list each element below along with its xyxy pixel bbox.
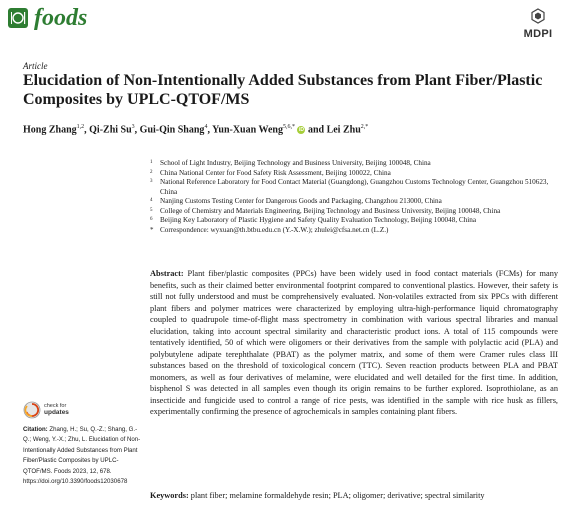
article-type: Article — [23, 61, 48, 71]
author-name[interactable]: Lei Zhu — [326, 124, 361, 136]
citation — [23, 425, 141, 487]
affiliation-item: 5 College of Chemistry and Materials Engineering, Beijing Technology and Business University, Beijing 100048, China — [150, 206, 501, 215]
abstract-label: Abstract: — [150, 269, 184, 278]
abstract — [150, 268, 558, 418]
check-for-updates-icon — [23, 401, 41, 419]
publisher-name: MDPI — [523, 28, 553, 40]
keywords-text: plant fiber; melamine formaldehyde resin; PLA; oligomer; derivative; spectral similarity — [190, 491, 485, 500]
author-name[interactable]: Gui-Qin Shang — [139, 124, 205, 136]
publisher-logo — [510, 8, 566, 40]
check-for-updates-line2: updates — [44, 409, 69, 416]
author-name[interactable]: Yun-Xuan Weng — [212, 124, 283, 136]
author-affiliation-ref: 3 — [131, 124, 135, 130]
journal-name: foods — [34, 5, 88, 31]
author-name[interactable]: Hong Zhang — [23, 124, 77, 136]
author-affiliation-ref: 1,2 — [76, 124, 85, 130]
affiliation-item: 4 Nanjing Customs Testing Center for Dangerous Goods and Packaging, Changzhou 213000, China — [150, 197, 442, 205]
citation-label: Citation: — [23, 426, 48, 433]
author-affiliation-ref: 2,* — [360, 124, 369, 130]
keywords-label: Keywords: — [150, 491, 189, 500]
citation-text[interactable]: Zhang, H.; Su, Q.-Z.; Shang, G.-Q.; Weng, Y.-X.; Zhu, L. Elucidation of Non-Intentionally Added Substances from Plant Fiber/Plastic Composites by UPLC-QTOF/MS. Foods 2023, 12, 678. https://doi.org/10.3390/foods12030678 — [23, 426, 141, 486]
abstract-text: Plant fiber/plastic composites (PPCs) have been widely used in food contact materials (FCMs) for many benefits, such as their claimed better environmental footprint compared to conventional plastics. However, their safety is still not fully understood and must be comprehensively evaluated. Non-volatiles extracted from six PPCs with different plant fibers and polymer matrices were characterized by employing ultra-high-performance liquid chromatography coupled to quadrupole time-of-flight mass spectrometry in combination with various spectral libraries and manual elucidation, taking into account spectral similarity and characteristic product ions. A total of 115 compounds were tentatively identified, 50 of which were oligomers or their derivatives from the sample with polylactic acid (PLA) and polybutylene adipate terephthalate (PBAT) as the polymer matrix, and some of them were Cramer rules class III substances based on the threshold of toxicological concern (TTC). Seven reaction products between PLA and PBAT monomers, as well as four derivatives of melamine, were elucidated and well detailed for the first time. In addition, bisphenol S was detected in all samples even though its origin remains to be further explored. Isoprothiolane, as an insecticide and fungicide used to control a range of rice pests, was identified in the sample with rice husk as fillers, experimentally confirming the presence of agrochemicals in samples containing plant fibers. — [150, 269, 558, 416]
affiliation-item: 6 Beijing Key Laboratory of Plastic Hygiene and Safety Quality Evaluation Technology, Beijing 100048, China — [150, 216, 477, 224]
affiliation-item: 2 China National Center for Food Safety Risk Assessment, Beijing 100022, China — [150, 168, 391, 177]
author-list: Hong Zhang$^{1,2}$, Qi-Zhi Su$^3$, Gui-Qin Shang$^4$, Yun-Xuan Weng$^{5,6,*}$ iD and Lei Zhu$^{2,*}$ — [23, 124, 369, 136]
affiliation-item: 1 School of Light Industry, Beijing Technology and Business University, Beijing 100048, China — [150, 159, 431, 167]
check-for-updates-button[interactable] — [23, 401, 83, 421]
author-affiliation-ref: 4 — [204, 124, 208, 130]
affiliation-item: 3 National Reference Laboratory for Food Contact Material (Guangdong), Guangzhou Customs Technology Center, Guangzhou 510623, China — [150, 178, 549, 196]
author-affiliation-ref: 5,6,* — [282, 124, 295, 130]
article-title: Elucidation of Non-Intentionally Added Substances from Plant Fiber/Plastic Composites by UPLC-QTOF/MS — [23, 72, 543, 108]
orcid-icon[interactable]: iD — [298, 127, 304, 134]
affiliations — [150, 159, 560, 235]
keywords — [150, 490, 558, 502]
check-for-updates-line1: check for — [44, 403, 67, 409]
author-name[interactable]: Qi-Zhi Su — [89, 124, 132, 136]
mdpi-logo-icon — [530, 8, 546, 24]
journal-logo-icon — [8, 8, 28, 28]
correspondence[interactable]: * Correspondence: wyxuan@th.btbu.edu.cn (Y.-X.W.); zhulei@cfsa.net.cn (L.Z.) — [150, 225, 389, 234]
